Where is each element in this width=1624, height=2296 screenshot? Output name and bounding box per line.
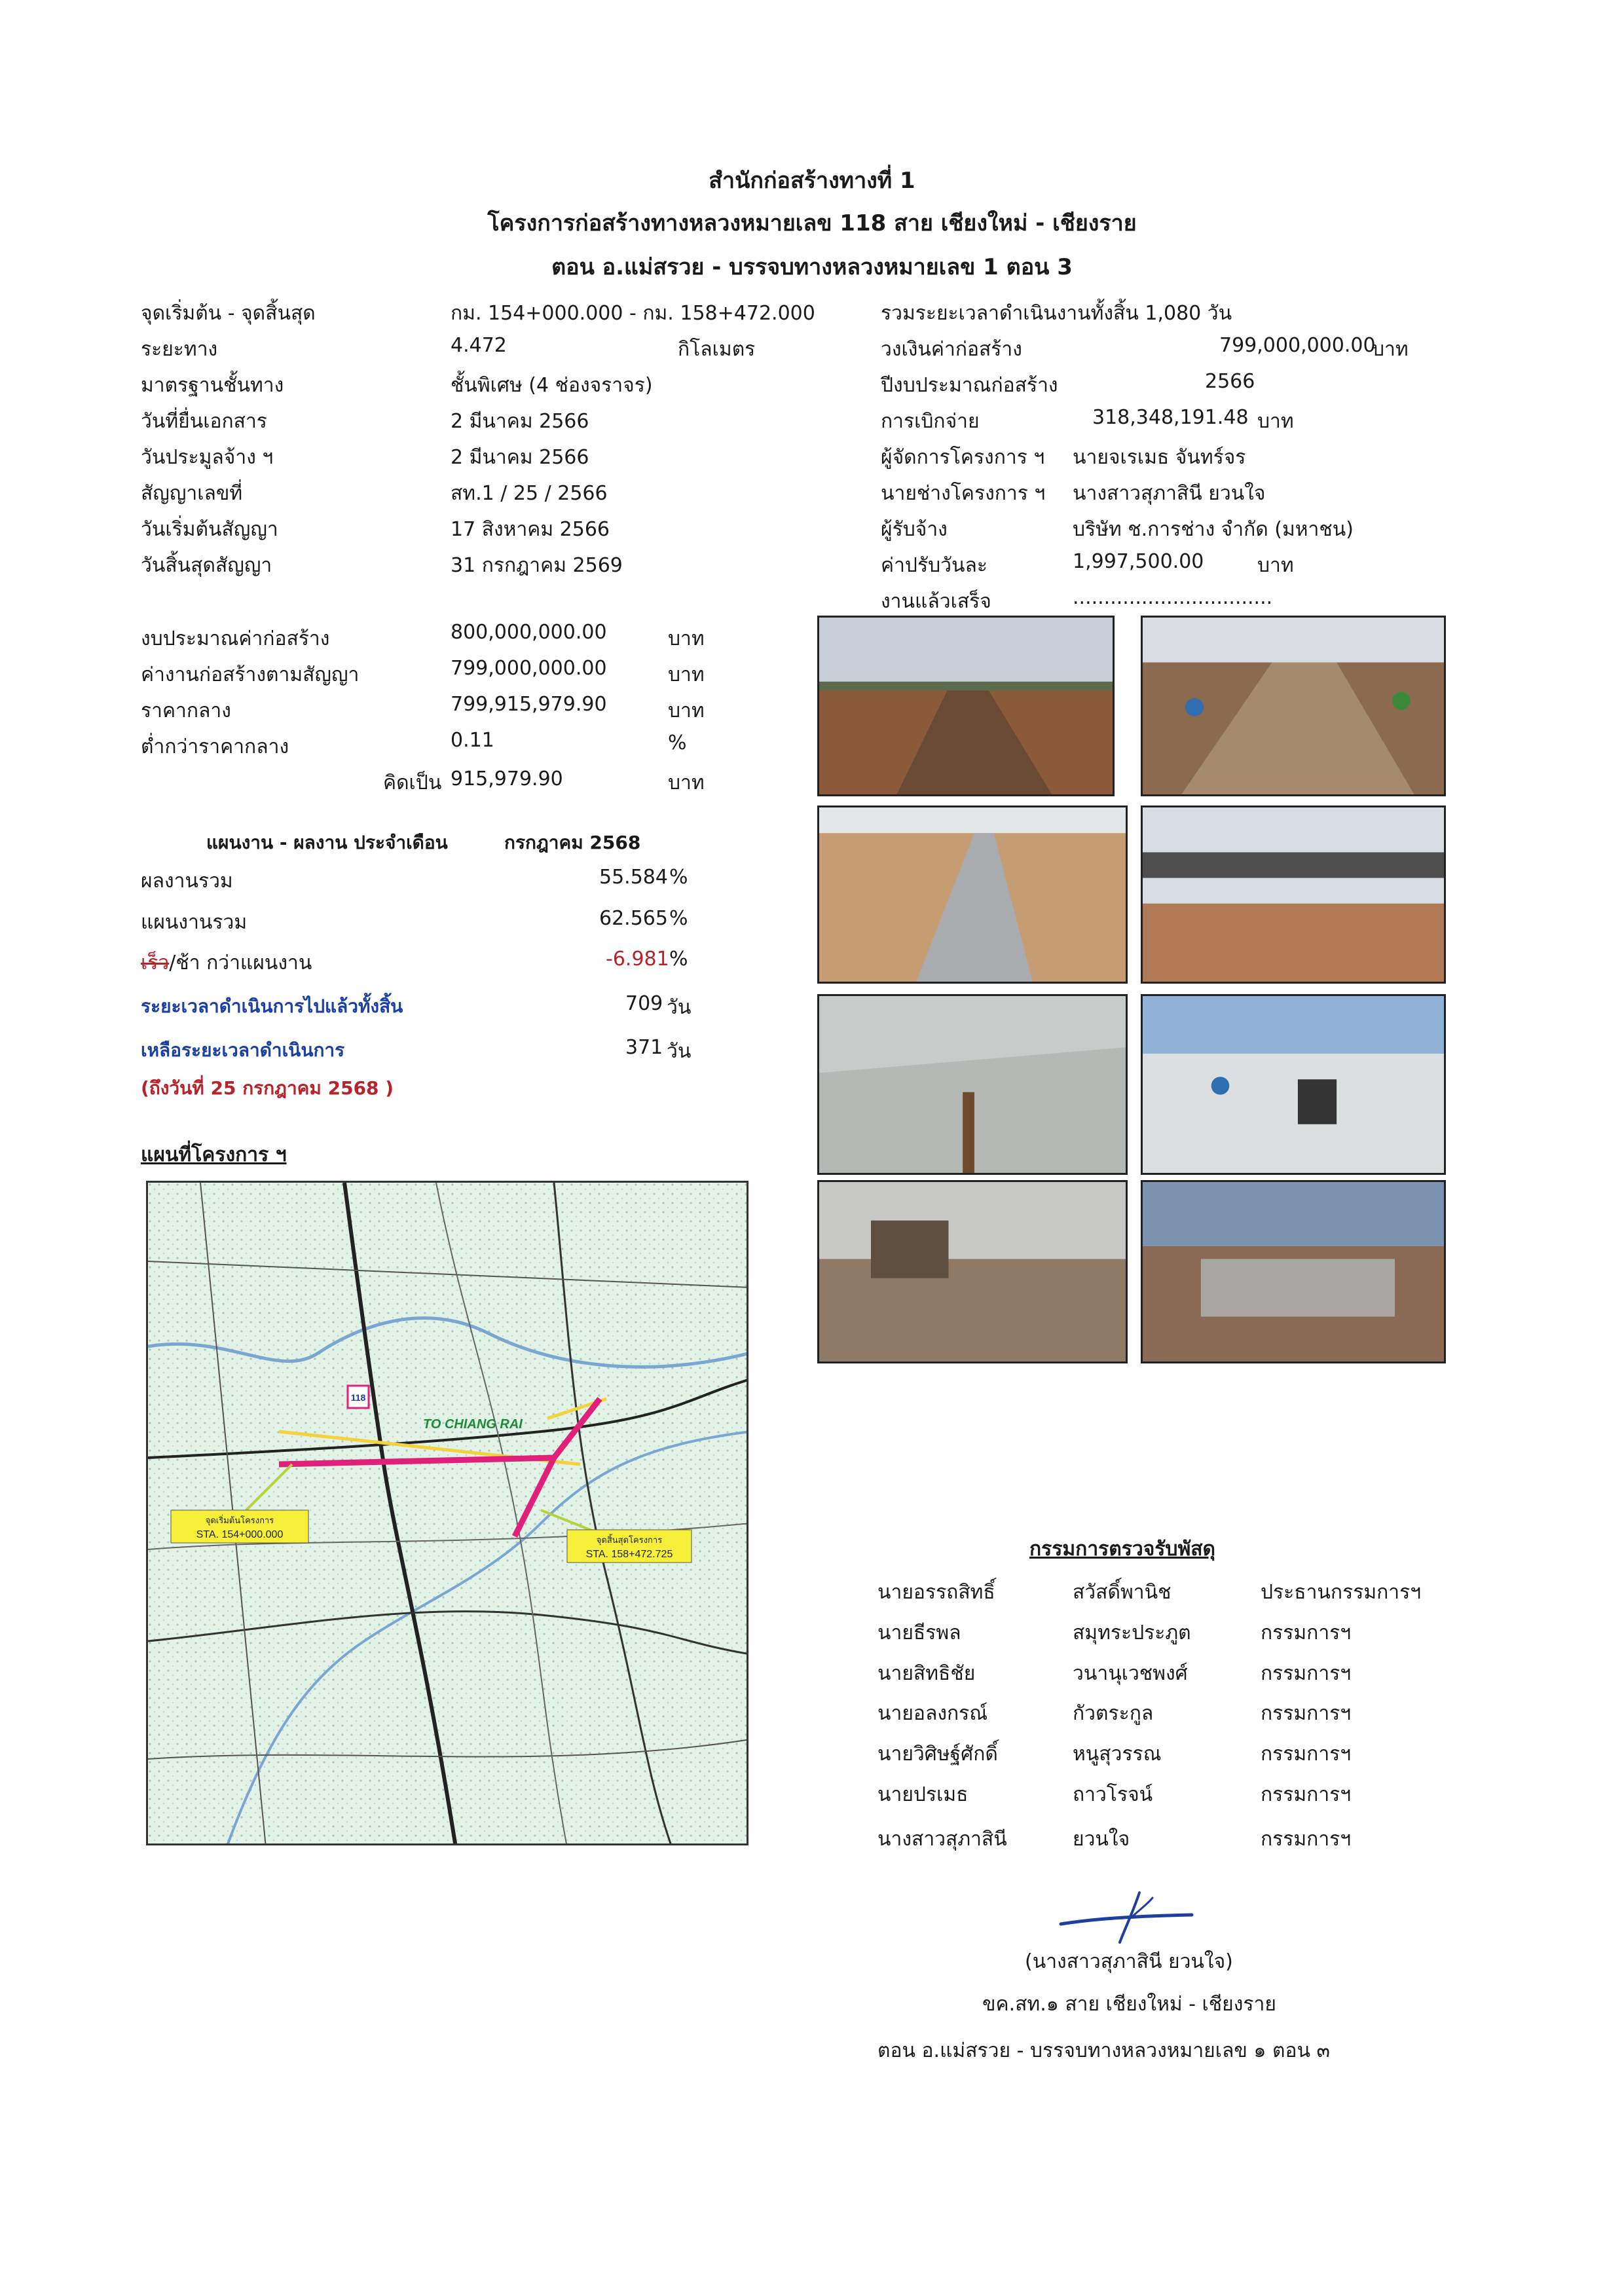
info-unit: บาท xyxy=(1257,554,1294,577)
info-value: สท.1 / 25 / 2566 xyxy=(451,482,608,505)
member-first: นายปรเมธ xyxy=(877,1783,969,1806)
progress-label-strike: เร็ว xyxy=(141,952,170,974)
map-end-sta: STA. 158+472.725 xyxy=(585,1549,673,1560)
budget-value: 915,979.90 xyxy=(451,768,563,790)
info-label: วันที่ยื่นเอกสาร xyxy=(141,410,267,433)
info-value: 2 มีนาคม 2566 xyxy=(451,446,589,469)
budget-value: 799,915,979.90 xyxy=(451,693,607,716)
site-photo-7 xyxy=(817,1180,1128,1363)
signature-name: (นางสาวสุภาสินี ยวนใจ) xyxy=(1025,1950,1233,1973)
member-last: กัวตระกูล xyxy=(1073,1702,1154,1725)
member-role: กรรมการฯ xyxy=(1261,1702,1352,1725)
budget-unit: บาท xyxy=(668,663,705,686)
member-first: นายวิศิษฐ์ศักดิ์ xyxy=(877,1743,998,1766)
info-value: ชั้นพิเศษ (4 ช่องจราจร) xyxy=(451,374,653,397)
info-label: ระยะทาง xyxy=(141,338,218,361)
info-unit: บาท xyxy=(1257,410,1294,433)
budget-value: 799,000,000.00 xyxy=(451,657,607,680)
signature-position: ขค.สท.๑ สาย เชียงใหม่ - เชียงราย xyxy=(982,1993,1276,2016)
info-value: นางสาวสุภาสินี ยวนใจ xyxy=(1073,482,1266,505)
info-label: งานแล้วเสร็จ xyxy=(881,590,991,613)
map-start-sta: STA. 154+000.000 xyxy=(196,1529,284,1540)
member-last: สวัสดิ์พานิช xyxy=(1073,1581,1172,1604)
budget-value: 800,000,000.00 xyxy=(451,621,607,644)
header-line-2: โครงการก่อสร้างทางหลวงหมายเลข 118 สาย เชียงใหม่ - เชียงราย xyxy=(487,210,1137,236)
remaining-value: 371 xyxy=(625,1036,663,1059)
info-value: 31 กรกฎาคม 2569 xyxy=(451,554,623,577)
member-first: นางสาวสุภาสินี xyxy=(877,1828,1007,1851)
info-value: ................................ xyxy=(1073,586,1273,609)
elapsed-value: 709 xyxy=(625,992,663,1015)
progress-value: 55.584 xyxy=(599,866,668,889)
progress-value: -6.981 xyxy=(606,948,669,971)
info-label: ปีงบประมาณก่อสร้าง xyxy=(881,374,1058,397)
info-label: วันประมูลจ้าง ฯ xyxy=(141,446,274,469)
progress-label xyxy=(141,948,312,978)
member-first: นายอรรถสิทธิ์ xyxy=(877,1581,995,1604)
progress-month: กรกฎาคม 2568 xyxy=(504,832,641,853)
info-label: การเบิกจ่าย xyxy=(881,410,980,433)
info-value: 4.472 xyxy=(451,334,507,357)
info-label: มาตรฐานชั้นทาง xyxy=(141,374,284,397)
info-label: รวมระยะเวลาดำเนินงานทั้งสิ้น 1,080 วัน xyxy=(881,302,1232,325)
member-first: นายอลงกรณ์ xyxy=(877,1702,988,1725)
committee-title: กรรมการตรวจรับพัสดุ xyxy=(1029,1538,1216,1561)
info-value: 1,997,500.00 xyxy=(1073,550,1204,573)
member-role: กรรมการฯ xyxy=(1261,1621,1352,1644)
member-last: วนานุเวชพงศ์ xyxy=(1073,1662,1188,1685)
budget-unit: บาท xyxy=(668,627,705,650)
member-last: หนูสุวรรณ xyxy=(1073,1743,1162,1766)
info-unit: กิโลเมตร xyxy=(678,338,756,361)
member-first: นายสิทธิชัย xyxy=(877,1662,976,1685)
progress-label-rest: /ช้า กว่าแผนงาน xyxy=(169,952,312,974)
site-photo-4 xyxy=(1141,805,1446,984)
site-photo-2 xyxy=(1141,616,1446,796)
info-value: 2 มีนาคม 2566 xyxy=(451,410,589,433)
member-role: กรรมการฯ xyxy=(1261,1662,1352,1685)
info-label: วงเงินค่าก่อสร้าง xyxy=(881,338,1022,361)
elapsed-unit: วัน xyxy=(667,996,692,1019)
progress-heading: แผนงาน - ผลงาน ประจำเดือน xyxy=(206,832,448,853)
info-label: จุดเริ่มต้น - จุดสิ้นสุด xyxy=(141,302,316,325)
budget-unit: บาท xyxy=(668,771,705,794)
member-role: ประธานกรรมการฯ xyxy=(1261,1581,1422,1604)
remaining-unit: วัน xyxy=(667,1040,692,1063)
info-label: วันสิ้นสุดสัญญา xyxy=(141,554,272,577)
progress-unit: % xyxy=(669,948,688,971)
info-label: ผู้รับจ้าง xyxy=(881,518,948,541)
member-last: ยวนใจ xyxy=(1073,1828,1130,1851)
site-photo-3 xyxy=(817,805,1128,984)
map-start-label: จุดเริ่มต้นโครงการ xyxy=(205,1516,274,1526)
info-label: ค่าปรับวันละ xyxy=(881,554,987,577)
site-photo-5 xyxy=(817,994,1128,1175)
progress-value: 62.565 xyxy=(599,907,668,930)
info-value: 318,348,191.48 xyxy=(1092,406,1249,429)
member-last: สมุทระประภูต xyxy=(1073,1621,1191,1644)
budget-label: ค่างานก่อสร้างตามสัญญา xyxy=(141,663,360,686)
budget-unit: บาท xyxy=(668,699,705,722)
map-title: แผนที่โครงการ ฯ xyxy=(141,1143,287,1166)
map-end-label: จุดสิ้นสุดโครงการ xyxy=(596,1536,663,1546)
member-first: นายธีรพล xyxy=(877,1621,961,1644)
signature-section: ตอน อ.แม่สรวย - บรรจบทางหลวงหมายเลข ๑ ตอน ๓ xyxy=(877,2039,1331,2062)
site-photo-6 xyxy=(1141,994,1446,1175)
budget-label: ต่ำกว่าราคากลาง xyxy=(141,735,289,758)
budget-label: ราคากลาง xyxy=(141,699,231,722)
site-photo-8 xyxy=(1141,1180,1446,1363)
member-role: กรรมการฯ xyxy=(1261,1743,1352,1766)
progress-label: ผลงานรวม xyxy=(141,870,233,893)
signature-image xyxy=(1054,1886,1198,1945)
map-to-label: TO CHIANG RAI xyxy=(423,1417,523,1432)
project-map xyxy=(146,1181,748,1845)
header-line-3: ตอน อ.แม่สรวย - บรรจบทางหลวงหมายเลข 1 ตอน 3 xyxy=(551,254,1073,280)
progress-unit: % xyxy=(669,907,688,930)
member-last: ถาวโรจน์ xyxy=(1073,1783,1153,1806)
budget-unit: % xyxy=(668,731,687,754)
progress-label: แผนงานรวม xyxy=(141,911,248,934)
header-line-1: สำนักก่อสร้างทางที่ 1 xyxy=(709,168,915,194)
budget-label: คิดเป็น xyxy=(383,771,442,794)
member-role: กรรมการฯ xyxy=(1261,1828,1352,1851)
info-value: 17 สิงหาคม 2566 xyxy=(451,518,610,541)
info-unit: บาท xyxy=(1372,338,1409,361)
info-label: สัญญาเลขที่ xyxy=(141,482,243,505)
member-role: กรรมการฯ xyxy=(1261,1783,1352,1806)
info-value: 799,000,000.00 xyxy=(1219,334,1376,357)
info-label: วันเริ่มต้นสัญญา xyxy=(141,518,278,541)
info-value: 2566 xyxy=(1205,370,1255,393)
info-value: นายจเรเมธ จันทร์จร xyxy=(1073,446,1246,469)
budget-value: 0.11 xyxy=(451,729,494,752)
as-of-note: (ถึงวันที่ 25 กรกฎาคม 2568 ) xyxy=(141,1077,394,1099)
route-shield: 118 xyxy=(350,1392,366,1403)
elapsed-label: ระยะเวลาดำเนินการไปแล้วทั้งสิ้น xyxy=(141,995,403,1017)
info-label: ผู้จัดการโครงการ ฯ xyxy=(881,446,1045,469)
budget-label: งบประมาณค่าก่อสร้าง xyxy=(141,627,330,650)
remaining-label: เหลือระยะเวลาดำเนินการ xyxy=(141,1039,345,1061)
progress-unit: % xyxy=(669,866,688,889)
info-value: กม. 154+000.000 - กม. 158+472.000 xyxy=(451,302,815,325)
info-value: บริษัท ช.การช่าง จำกัด (มหาชน) xyxy=(1073,518,1354,541)
info-label: นายช่างโครงการ ฯ xyxy=(881,482,1046,505)
site-photo-1 xyxy=(817,616,1115,796)
